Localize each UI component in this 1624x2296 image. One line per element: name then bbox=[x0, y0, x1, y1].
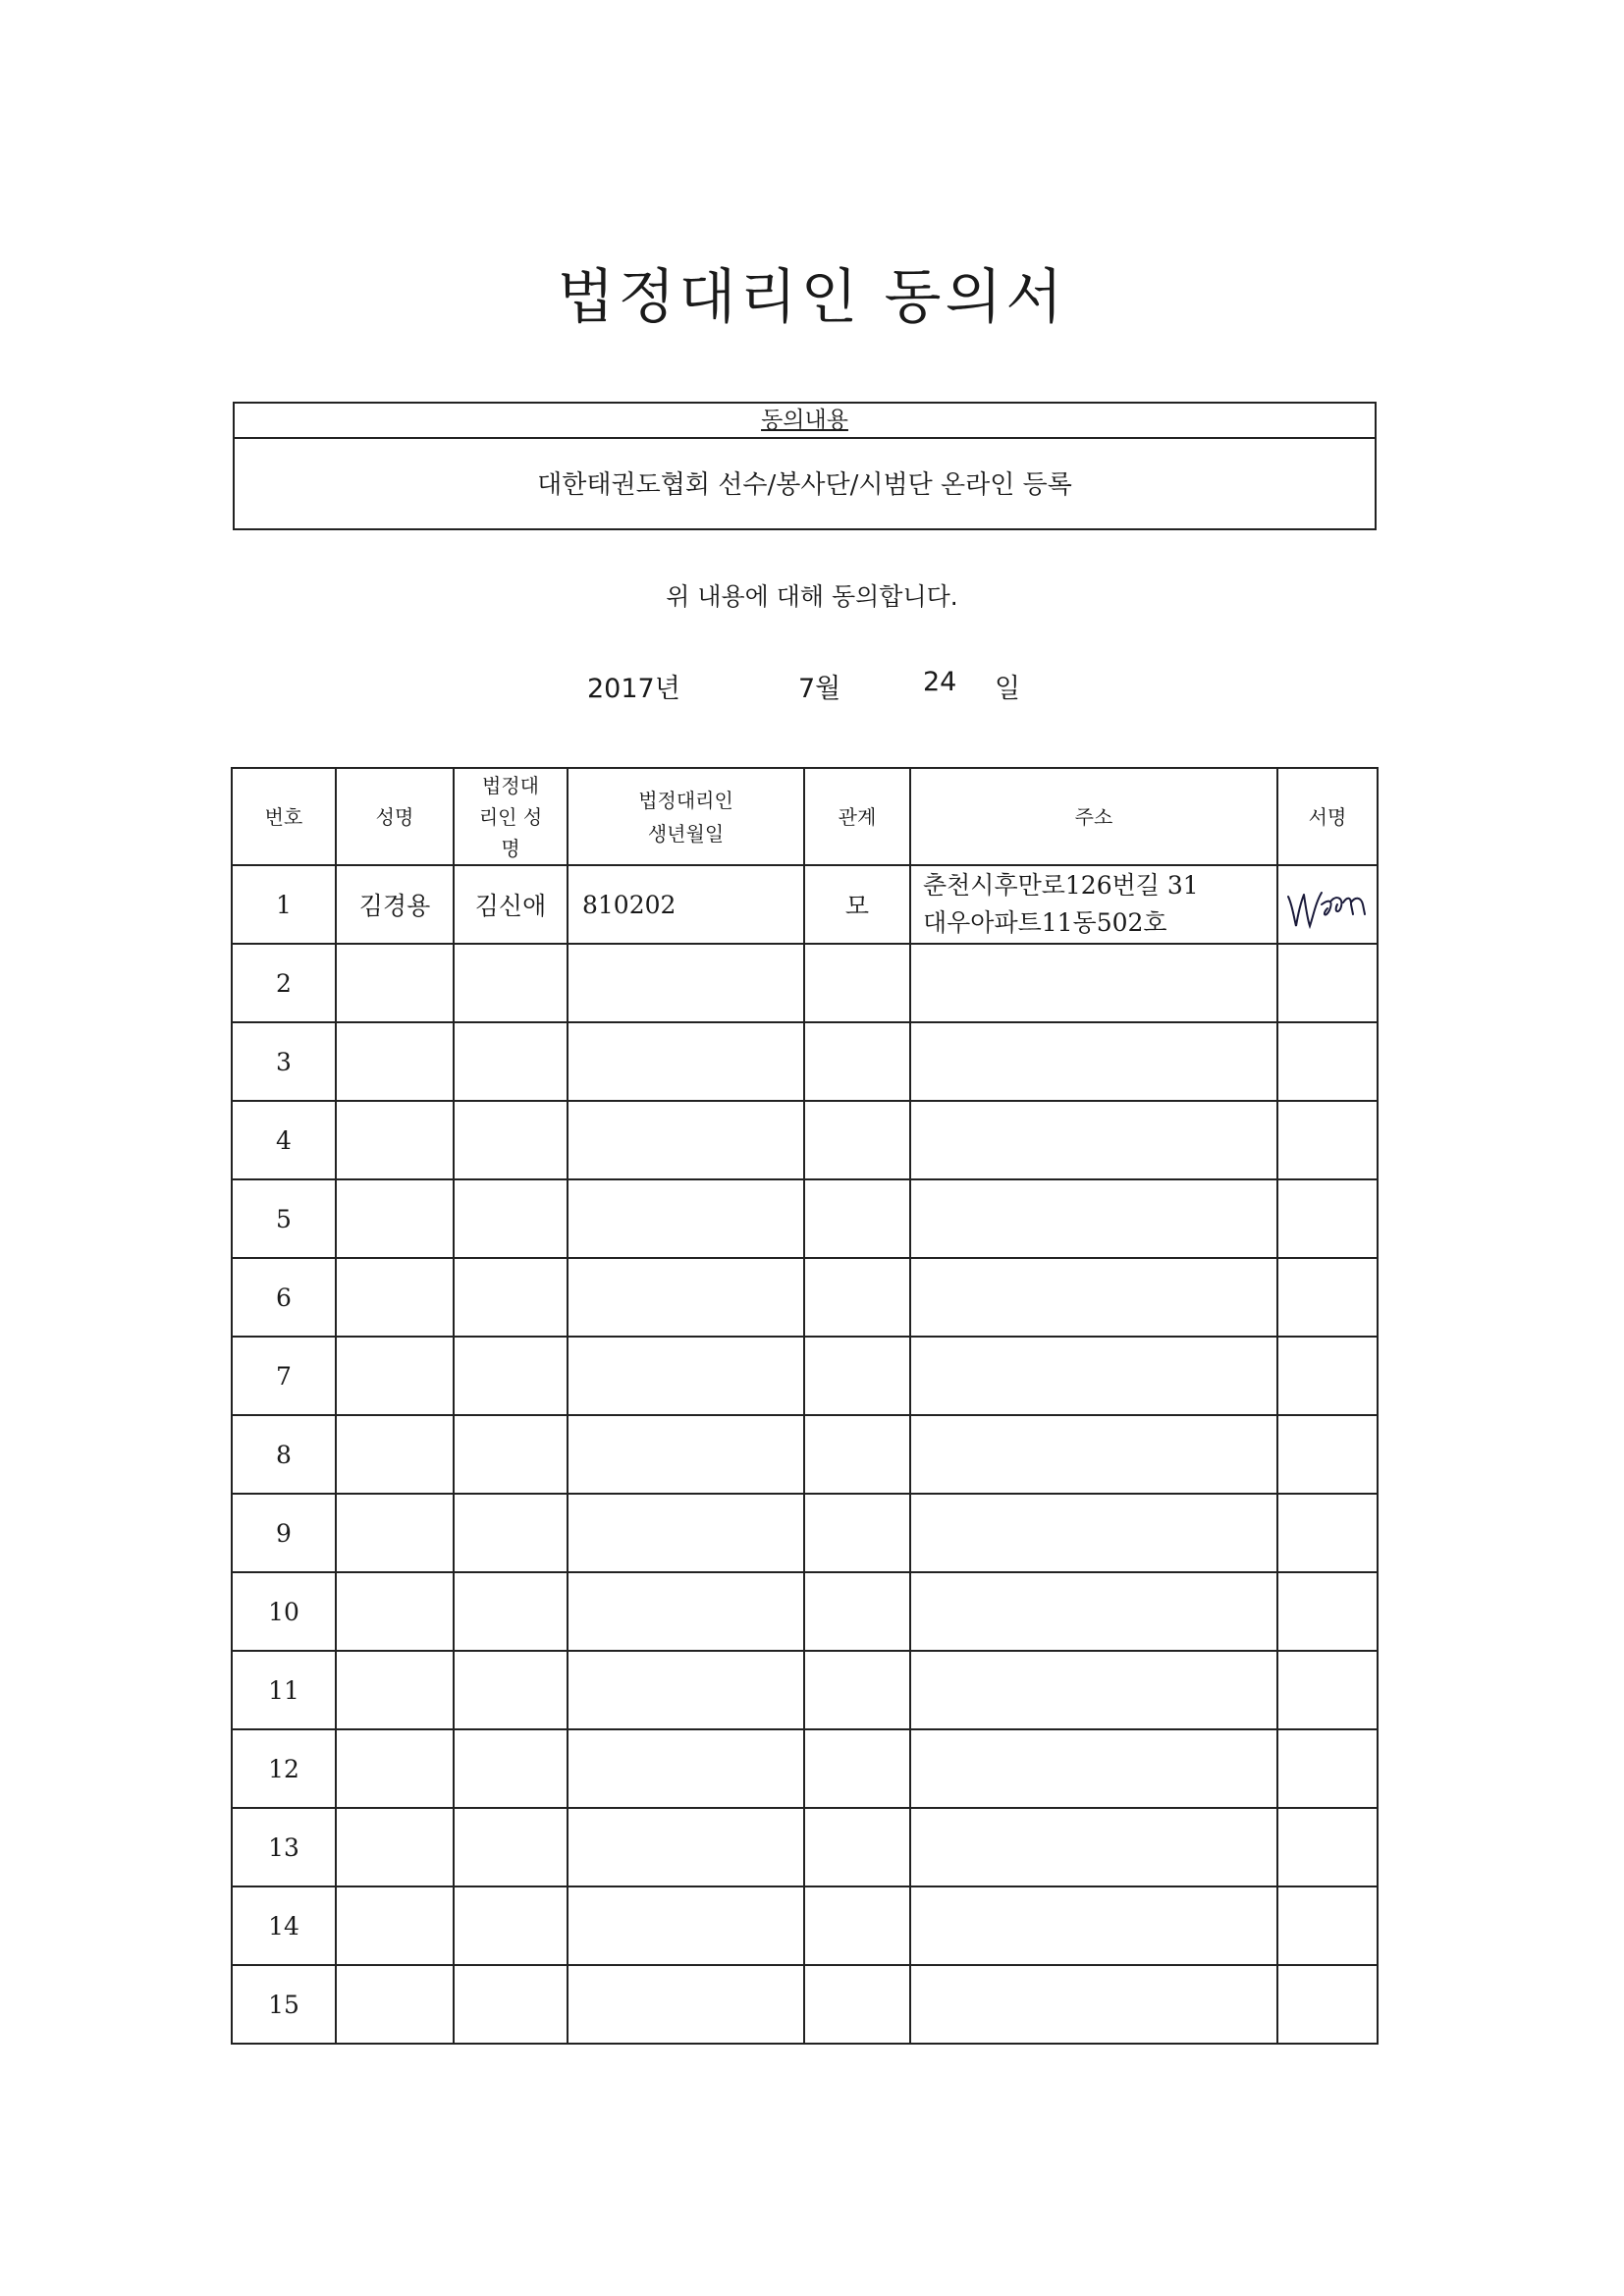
row-guardian-name bbox=[454, 1886, 568, 1965]
row-address bbox=[910, 1179, 1277, 1258]
date-year: 2017년 bbox=[587, 674, 680, 704]
row-relation bbox=[804, 1572, 910, 1651]
row-name bbox=[336, 1965, 454, 2044]
address-line-2: 대우아파트11동502호 bbox=[923, 908, 1167, 937]
consent-box-content: 대한태권도협회 선수/봉사단/시범단 온라인 등록 bbox=[537, 470, 1072, 500]
row-guardian-birth: 810202 bbox=[568, 865, 804, 944]
row-guardian-name bbox=[454, 1651, 568, 1729]
row-address bbox=[910, 1808, 1277, 1886]
row-number: 9 bbox=[232, 1494, 336, 1572]
row-guardian-name bbox=[454, 1101, 568, 1179]
row-address bbox=[910, 1337, 1277, 1415]
row-number: 3 bbox=[232, 1022, 336, 1101]
row-name bbox=[336, 1651, 454, 1729]
row-signature bbox=[1277, 865, 1378, 944]
table-row bbox=[232, 1965, 1378, 2044]
row-signature bbox=[1277, 1258, 1378, 1337]
row-signature bbox=[1277, 1886, 1378, 1965]
row-relation bbox=[804, 1729, 910, 1808]
row-signature bbox=[1277, 1337, 1378, 1415]
table-row bbox=[232, 1179, 1378, 1258]
row-guardian-name bbox=[454, 1729, 568, 1808]
header-address: 주소 bbox=[910, 768, 1277, 865]
table-row bbox=[232, 1808, 1378, 1886]
row-guardian-name bbox=[454, 1965, 568, 2044]
row-address bbox=[910, 944, 1277, 1022]
date-day-unit: 일 bbox=[995, 674, 1021, 704]
row-guardian-name bbox=[454, 1572, 568, 1651]
header-number: 번호 bbox=[232, 768, 336, 865]
row-number: 4 bbox=[232, 1101, 336, 1179]
agreement-statement: 위 내용에 대해 동의합니다. bbox=[666, 582, 958, 611]
row-name bbox=[336, 1729, 454, 1808]
row-guardian-birth bbox=[568, 1651, 804, 1729]
row-address bbox=[910, 1572, 1277, 1651]
row-relation bbox=[804, 1179, 910, 1258]
handwritten-signature bbox=[1282, 875, 1373, 934]
row-guardian-name bbox=[454, 1415, 568, 1494]
document-title: 법정대리인 동의서 bbox=[557, 263, 1067, 332]
row-relation bbox=[804, 1494, 910, 1572]
row-number: 13 bbox=[232, 1808, 336, 1886]
row-signature bbox=[1277, 1415, 1378, 1494]
row-signature bbox=[1277, 1572, 1378, 1651]
date-day: 24 bbox=[923, 667, 957, 697]
row-name bbox=[336, 1494, 454, 1572]
row-guardian-name bbox=[454, 1494, 568, 1572]
row-name bbox=[336, 1337, 454, 1415]
row-relation bbox=[804, 1651, 910, 1729]
consent-box bbox=[233, 402, 1377, 530]
row-signature bbox=[1277, 1101, 1378, 1179]
row-number: 7 bbox=[232, 1337, 336, 1415]
row-number: 12 bbox=[232, 1729, 336, 1808]
row-relation bbox=[804, 1101, 910, 1179]
consent-box-header: 동의내용 bbox=[235, 404, 1375, 439]
row-guardian-name bbox=[454, 1022, 568, 1101]
address-line-1: 춘천시후만로126번길 31 bbox=[923, 871, 1199, 900]
row-number: 1 bbox=[232, 865, 336, 944]
row-signature bbox=[1277, 1022, 1378, 1101]
row-relation bbox=[804, 1415, 910, 1494]
row-guardian-birth bbox=[568, 944, 804, 1022]
row-signature bbox=[1277, 1179, 1378, 1258]
table-row bbox=[232, 1651, 1378, 1729]
row-guardian-birth bbox=[568, 1258, 804, 1337]
row-address bbox=[910, 1101, 1277, 1179]
row-address bbox=[910, 1415, 1277, 1494]
row-relation bbox=[804, 1808, 910, 1886]
row-number: 15 bbox=[232, 1965, 336, 2044]
guardian-table bbox=[231, 767, 1379, 2045]
row-name bbox=[336, 1572, 454, 1651]
date-month: 7월 bbox=[798, 674, 841, 704]
row-number: 8 bbox=[232, 1415, 336, 1494]
row-address bbox=[910, 1729, 1277, 1808]
row-guardian-birth bbox=[568, 1415, 804, 1494]
row-guardian-name bbox=[454, 1258, 568, 1337]
row-name bbox=[336, 1808, 454, 1886]
header-guardian-name: 법정대리인 성명 bbox=[454, 768, 568, 865]
row-name: 김경용 bbox=[336, 865, 454, 944]
header-guardian-birth: 법정대리인 생년월일 bbox=[568, 768, 804, 865]
row-guardian-name bbox=[454, 1808, 568, 1886]
row-name bbox=[336, 1022, 454, 1101]
row-number: 10 bbox=[232, 1572, 336, 1651]
row-guardian-birth bbox=[568, 1729, 804, 1808]
table-row bbox=[232, 1572, 1378, 1651]
row-guardian-birth bbox=[568, 1179, 804, 1258]
row-address bbox=[910, 1651, 1277, 1729]
row-signature bbox=[1277, 944, 1378, 1022]
row-name bbox=[336, 1101, 454, 1179]
row-guardian-birth bbox=[568, 1572, 804, 1651]
row-name bbox=[336, 944, 454, 1022]
row-signature bbox=[1277, 1651, 1378, 1729]
row-name bbox=[336, 1415, 454, 1494]
row-guardian-name: 김신애 bbox=[454, 865, 568, 944]
table-row bbox=[232, 1337, 1378, 1415]
row-relation bbox=[804, 1965, 910, 2044]
row-relation bbox=[804, 1258, 910, 1337]
row-guardian-birth bbox=[568, 1337, 804, 1415]
header-name: 성명 bbox=[336, 768, 454, 865]
row-name bbox=[336, 1258, 454, 1337]
row-number: 11 bbox=[232, 1651, 336, 1729]
row-signature bbox=[1277, 1965, 1378, 2044]
row-address bbox=[910, 1022, 1277, 1101]
table-row bbox=[232, 1022, 1378, 1101]
row-guardian-birth bbox=[568, 1808, 804, 1886]
row-number: 5 bbox=[232, 1179, 336, 1258]
table-row bbox=[232, 1886, 1378, 1965]
table-row bbox=[232, 1101, 1378, 1179]
row-address bbox=[910, 1494, 1277, 1572]
row-address bbox=[910, 1965, 1277, 2044]
row-guardian-birth bbox=[568, 1494, 804, 1572]
row-relation bbox=[804, 1022, 910, 1101]
table-row bbox=[232, 1415, 1378, 1494]
table-header-row bbox=[232, 768, 1378, 865]
table-row bbox=[232, 865, 1378, 944]
table-row bbox=[232, 1258, 1378, 1337]
row-signature bbox=[1277, 1808, 1378, 1886]
row-address bbox=[910, 865, 1277, 944]
table-row bbox=[232, 1494, 1378, 1572]
row-relation bbox=[804, 1337, 910, 1415]
header-relation: 관계 bbox=[804, 768, 910, 865]
row-number: 2 bbox=[232, 944, 336, 1022]
row-guardian-birth bbox=[568, 1886, 804, 1965]
row-relation bbox=[804, 944, 910, 1022]
row-guardian-birth bbox=[568, 1101, 804, 1179]
row-address bbox=[910, 1258, 1277, 1337]
row-name bbox=[336, 1179, 454, 1258]
row-address bbox=[910, 1886, 1277, 1965]
row-relation bbox=[804, 1886, 910, 1965]
table-row bbox=[232, 944, 1378, 1022]
row-number: 6 bbox=[232, 1258, 336, 1337]
row-guardian-birth bbox=[568, 1965, 804, 2044]
table-row bbox=[232, 1729, 1378, 1808]
row-guardian-name bbox=[454, 1179, 568, 1258]
row-number: 14 bbox=[232, 1886, 336, 1965]
row-guardian-birth bbox=[568, 1022, 804, 1101]
row-signature bbox=[1277, 1729, 1378, 1808]
row-name bbox=[336, 1886, 454, 1965]
row-relation: 모 bbox=[804, 865, 910, 944]
row-guardian-name bbox=[454, 1337, 568, 1415]
header-signature: 서명 bbox=[1277, 768, 1378, 865]
row-guardian-name bbox=[454, 944, 568, 1022]
row-signature bbox=[1277, 1494, 1378, 1572]
